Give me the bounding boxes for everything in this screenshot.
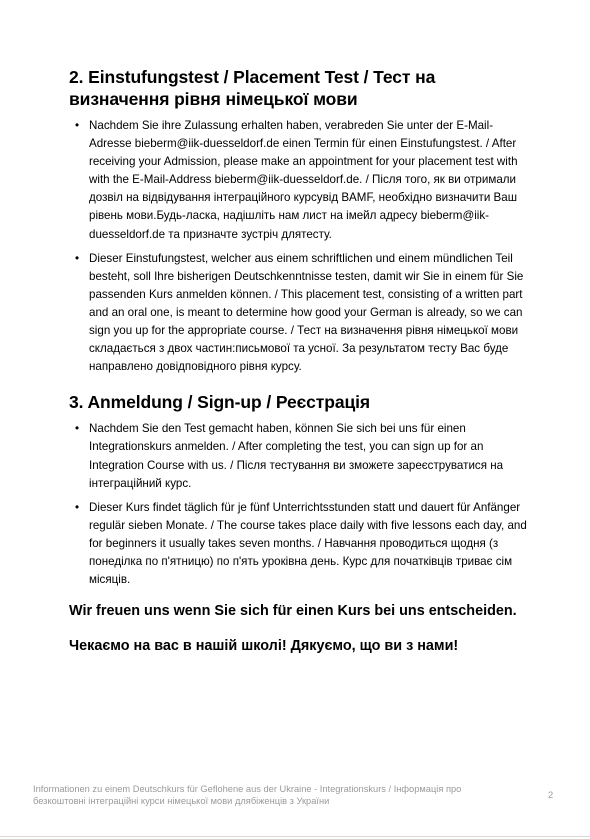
page-footer: Informationen zu einem Deutschkurs für Geflohene aus der Ukraine - Integrationskurs / Інформація про безкоштовні інтеграційні курси німецької мови длябіженців з України [33, 784, 462, 806]
closing-text-ukrainian: Чекаємо на вас в нашій школі! Дякуємо, що ви з нами! [69, 638, 459, 655]
list-item: • Nachdem Sie den Test gemacht haben, können Sie sich bei uns für einen Integrationskurs anmelden. / After completing the test, you can sign up for an Integration Course with us. / Після тестування ви зможете зареєструватися на інтеграційний курс. [89, 420, 529, 492]
placement-test-list [69, 117, 529, 376]
sign-up-list [69, 420, 529, 589]
page-content [69, 66, 529, 656]
list-item: • Nachdem Sie ihre Zulassung erhalten haben, verabreden Sie unter der E-Mail-Adresse bieberm@iik-duesseldorf.de einen Termin für einen Einstufungstest. / After receiving your Admission, please make an appointment for your placement test with with the E-Mail-Address bieberm@iik-duesseldorf.de. / Після того, як ви отримали дозвіл на відвідування інтеграційного курсувід BAMF, необхідно визначити Ваш рівень мови.Будь-ласка, надішліть нам лист на імейл адресу bieberm@iik-duesseldorf.de та призначте зустріч длятесту. [89, 117, 529, 244]
list-item: • Dieser Einstufungstest, welcher aus einem schriftlichen und einem mündlichen Teil besteht, soll Ihre bisherigen Deutschkenntnisse testen, damit wir Sie in einem für Sie passenden Kurs anmelden können. / This placement test, consisting of a written part and an oral one, is meant to determine how good your German is already, so we can sign you up for the appropriate course. / Тест на визначення рівня німецької мови складається з двох частин:письмової та усної. За результатом тесту Вас буде направлено довідповідного рівня курсу. [89, 250, 529, 377]
page-number: 2 [548, 790, 554, 800]
page-bottom-divider [0, 836, 590, 837]
list-item: • Dieser Kurs findet täglich für je fünf Unterrichtsstunden statt und dauert für Anfänger regulär sieben Monate. / The course takes place daily with five lessons each day, and for beginners it usually takes seven months. / Навчання проводиться щодня (з понеділка по п'ятницю) по п'ять уроківна день. Курс для початківців триває сім місяців. [89, 499, 529, 589]
closing-text-german: Wir freuen uns wenn Sie sich für einen Kurs bei uns entscheiden. [69, 603, 517, 620]
section-heading-sign-up: 3. Anmeldung / Sign-up / Реєстрація [69, 392, 371, 413]
section-heading-placement-test: 2. Einstufungstest / Placement Test / Тест на визначення рівня німецької мови [69, 67, 436, 109]
